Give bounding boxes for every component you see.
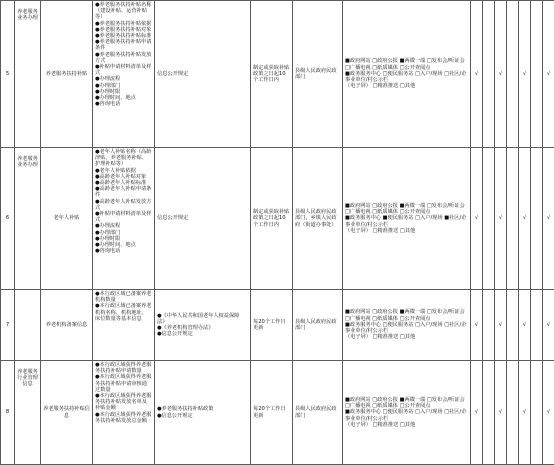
content-line: ●养老服务扶持补贴标准 [95,33,152,39]
content-line: ●养老服务扶持补贴名称（建设补贴、运营补贴等） [95,2,152,21]
content-line: ●补贴申请材料清单及样式 [95,211,152,223]
channel-line: （电子屏） □精准推送 □其他 [345,83,468,89]
content-line: ●办理时限 [95,89,152,95]
content-line: ●养老服务扶持补贴依据 [95,21,152,27]
channel-line: （电子屏） □精准推送 □其他 [345,422,468,428]
category-cell: 养老服务业务办理 [15,1,41,148]
content-line: ●补贴申请材料清单及样式 [95,64,152,76]
channel-line: ■政务服务中心 ■便民服务站 □入户/现场 ■社区/企事业单位/村公示栏 [345,215,468,227]
content-cell [93,148,155,290]
check-mark [531,1,543,148]
check-mark: √ [495,361,507,465]
table-row [1,148,554,290]
check-mark: √ [543,290,554,361]
channel-line: （电子屏） □精准推送 □其他 [345,334,468,340]
check-mark [507,148,519,290]
check-mark [483,148,495,290]
content-line: ●办理时间、地点 [95,95,152,101]
time-cell: 每20个工作日更新 [251,361,293,465]
check-mark: √ [471,148,483,290]
content-line: ●本行政区域获得养老服务扶持补贴申请审核通过数量 [95,374,152,393]
time-cell: 制定或获取补贴政策之日起10个工作日内 [251,148,293,290]
content-line: ●本行政区域获得养老服务扶持补贴发放总金额 [95,412,152,424]
check-mark: √ [519,148,531,290]
channel-line: ■政府网站 □政府公报 ■两微一端 □发布会/听证会 □广播电视 □纸质媒体 □公开查阅点 [345,397,468,409]
content-line: ●老年人补贴名称（高龄津贴、养老服务补贴、护理补贴等） [95,149,152,168]
content-line: ●咨询电话 [95,248,152,254]
check-mark: √ [495,290,507,361]
category-cell [15,290,41,361]
check-mark: √ [543,1,554,148]
category-cell: 养老服务业务办理 [15,148,41,290]
channel-line: ■政府网站 □政府公报 ■两微一端 □发布会/听证会 □广播电视 □纸质媒体 □公开查阅点 [345,58,468,70]
item-cell: 养老服务扶持补贴信息 [41,361,93,465]
check-mark: √ [543,148,554,290]
channel-line: ■政务服务中心 □便民服务站 □入户/现场 □社区/企事业单位/村公示栏 [345,322,468,334]
content-line: ●本行政区域获得养老服务扶持补贴申请数量 [95,362,152,374]
basis-cell: 信息公开规定 [155,1,251,148]
check-mark: √ [495,148,507,290]
channel-line: ■政务服务中心 □便民服务站 □入户/现场 □社区/企事业单位/村公示栏 [345,409,468,421]
content-line: ●高龄老年人补贴申请条件 [95,186,152,198]
channel-line: （电子屏） □精准推送 □其他 [345,228,468,234]
check-mark: √ [471,290,483,361]
content-line: ●办理时限 [95,236,152,242]
content-cell [93,290,155,361]
channel-cell [343,1,471,148]
check-mark [507,1,519,148]
time-cell: 制定或获取补贴政策之日起10个工作日内 [251,1,293,148]
row-number: 7 [1,290,15,361]
channel-cell [343,361,471,465]
content-line: ●高龄老年人补贴对象 [95,174,152,180]
check-mark [531,290,543,361]
content-line: ●办理部门 [95,83,152,89]
table-row [1,290,554,361]
check-mark [531,361,543,465]
category-cell: 养老服务行业管理信息 [15,361,41,465]
content-line: ●办理流程 [95,223,152,229]
basis-cell: 信息公开规定 [155,148,251,290]
check-mark [531,148,543,290]
basis-cell: ●《中华人民共和国老年人权益保障法》 ●《养老机构管理办法》 ●信息公开规定 [155,290,251,361]
subject-cell: 县级人民政府民政部门 [293,1,343,148]
content-line: ●老年人补贴依据 [95,168,152,174]
content-line: ●高龄老年人补贴标准 [95,180,152,186]
channel-line: ■政府网站 □政府公报 ■两微一端 □发布会/听证会 □广播电视 □纸质媒体 □公开查阅点 [345,309,468,321]
subject-cell: 县级人民政府民政部门 [293,361,343,465]
content-line: ●养老服务扶持补贴发放方式 [95,52,152,64]
content-line: ●咨询电话 [95,101,152,107]
check-mark [507,290,519,361]
content-cell [93,1,155,148]
content-line: ●养老服务扶持补贴对象 [95,27,152,33]
content-line: ●办理部门 [95,230,152,236]
channel-line: ■政务服务中心 □便民服务站 □入户/现场 □社区/企事业单位/村公示栏 [345,71,468,83]
channel-cell [343,290,471,361]
check-mark [507,361,519,465]
table-row [1,361,554,465]
check-mark: √ [495,1,507,148]
content-line: ●养老服务扶持补贴申请条件 [95,39,152,51]
row-number: 8 [1,361,15,465]
check-mark: √ [471,361,483,465]
subject-cell: 县级人民政府民政部门 [293,290,343,361]
item-cell: 老年人补贴 [41,148,93,290]
channel-cell [343,148,471,290]
check-mark: √ [519,1,531,148]
check-mark [483,1,495,148]
check-mark [483,290,495,361]
content-cell [93,361,155,465]
content-line: ●本行政区域获得养老服务扶持补贴发放名单及补贴金额 [95,393,152,412]
row-number: 6 [1,148,15,290]
content-line: ●本行政区域已备案养老机构数量 [95,291,152,303]
check-mark [483,361,495,465]
content-line: ●高龄老年人补贴发放方式 [95,199,152,211]
time-cell: 每20个工作日更新 [251,290,293,361]
content-line: ●办理时间、地点 [95,242,152,248]
item-cell: 养老机构备案信息 [41,290,93,361]
check-mark: √ [543,361,554,465]
content-line: ●办理流程 [95,76,152,82]
item-cell: 养老服务扶持补贴 [41,1,93,148]
row-number: 5 [1,1,15,148]
check-mark: √ [519,361,531,465]
subject-cell: 县级人民政府民政部门，乡镇人民政府（街道办事处） [293,148,343,290]
basis-cell: ●养老服务扶持补贴政策 ●信息公开规定 [155,361,251,465]
table-row [1,1,554,148]
content-line: ●本行政区域已备案养老机构名称、机构地址、床位数量等基本信息 [95,303,152,322]
channel-line: ■政府网站 □政府公报 ■两微一端 □发布会/听证会 □广播电视 □纸质媒体 □公开查阅点 [345,203,468,215]
check-mark: √ [519,290,531,361]
check-mark: √ [471,1,483,148]
